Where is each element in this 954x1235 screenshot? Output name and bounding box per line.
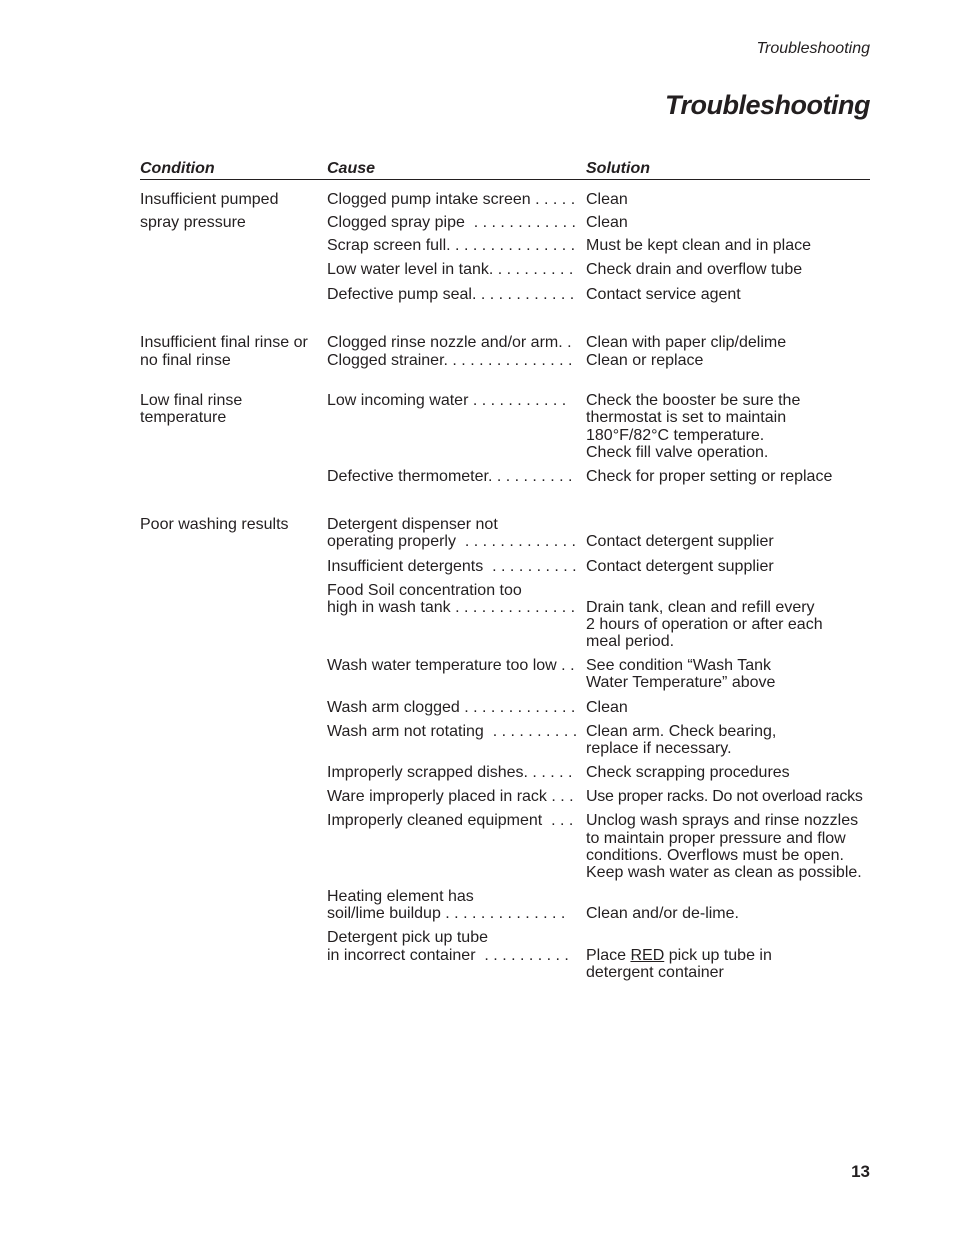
- solution-line: Clean with paper clip/delime: [586, 334, 787, 351]
- solution-line: Contact service agent: [586, 286, 741, 303]
- cause-line: Improperly cleaned equipment . . .: [327, 812, 574, 829]
- cause-line: Low water level in tank. . . . . . . . . .: [327, 261, 574, 278]
- solution-line: Check drain and overflow tube: [586, 261, 803, 278]
- column-header-solution: Solution: [586, 160, 650, 177]
- solution-line: Clean and/or de-lime.: [586, 905, 739, 922]
- cause-line: Insufficient detergents . . . . . . . . . .: [327, 558, 577, 575]
- cause-line: Detergent pick up tube: [327, 929, 488, 946]
- solution-line: Check scrapping procedures: [586, 764, 790, 781]
- column-header-condition: Condition: [140, 160, 215, 177]
- cause-line: Heating element has: [327, 888, 474, 905]
- cause-line: Low incoming water . . . . . . . . . . .: [327, 392, 567, 409]
- solution-line: meal period.: [586, 633, 675, 650]
- solution-line: Unclog wash sprays and rinse nozzles: [586, 812, 859, 829]
- condition-poor-washing: Poor washing results: [140, 516, 289, 533]
- solution-line: Clean: [586, 699, 628, 716]
- condition-pumped-pressure-line-1: Insufficient pumped: [140, 191, 279, 208]
- cause-line: Improperly scrapped dishes. . . . . .: [327, 764, 573, 781]
- cause-line: Clogged rinse nozzle and/or arm. .: [327, 334, 572, 351]
- solution-line: Keep wash water as clean as possible.: [586, 864, 862, 881]
- cause-line: Clogged strainer. . . . . . . . . . . . . . .: [327, 352, 573, 369]
- cause-line: Food Soil concentration too: [327, 582, 522, 599]
- column-header-cause: Cause: [327, 160, 376, 177]
- solution-line: Use proper racks. Do not overload racks: [586, 788, 863, 805]
- condition-rinse-temp-line-2: temperature: [140, 409, 227, 426]
- cause-line: Defective pump seal. . . . . . . . . . . .: [327, 286, 575, 303]
- cause-line: operating properly . . . . . . . . . . . . .: [327, 533, 576, 550]
- solution-line: thermostat is set to maintain: [586, 409, 787, 426]
- cause-line: Ware improperly placed in rack . . .: [327, 788, 574, 805]
- condition-rinse-temp-line-1: Low final rinse: [140, 392, 243, 409]
- solution-line: Clean arm. Check bearing,: [586, 723, 777, 740]
- solution-line: Must be kept clean and in place: [586, 237, 812, 254]
- solution-line: Drain tank, clean and refill every: [586, 599, 815, 616]
- solution-line: Contact detergent supplier: [586, 533, 774, 550]
- solution-line: replace if necessary.: [586, 740, 732, 757]
- cause-line: Defective thermometer. . . . . . . . . .: [327, 468, 573, 485]
- solution-red-tube-post: pick up tube in: [664, 947, 772, 964]
- solution-red-tube-pre: Place: [586, 947, 631, 964]
- solution-line: to maintain proper pressure and flow: [586, 830, 846, 847]
- solution-line: Contact detergent supplier: [586, 558, 774, 575]
- solution-line: Water Temperature” above: [586, 674, 776, 691]
- cause-line: in incorrect container . . . . . . . . . .: [327, 947, 569, 964]
- solution-line: Clean: [586, 214, 628, 231]
- cause-line: Wash water temperature too low . .: [327, 657, 575, 674]
- cause-line: Wash arm not rotating . . . . . . . . . .: [327, 723, 578, 740]
- header-rule: [140, 179, 870, 180]
- solution-line: Check for proper setting or replace: [586, 468, 833, 485]
- solution-line: Check the booster be sure the: [586, 392, 801, 409]
- condition-pumped-pressure-line-2: spray pressure: [140, 214, 246, 231]
- solution-line: See condition “Wash Tank: [586, 657, 771, 674]
- cause-line: high in wash tank . . . . . . . . . . . . . .: [327, 599, 576, 616]
- page-title: Troubleshooting: [665, 90, 870, 120]
- cause-line: soil/lime buildup . . . . . . . . . . . . . .: [327, 905, 566, 922]
- solution-line: Clean: [586, 191, 628, 208]
- solution-line: Check fill valve operation.: [586, 444, 769, 461]
- page-number: 13: [851, 1162, 870, 1181]
- cause-line: Clogged spray pipe . . . . . . . . . . . .: [327, 214, 576, 231]
- condition-final-rinse-line-2: no final rinse: [140, 352, 231, 369]
- cause-line: Wash arm clogged . . . . . . . . . . . . .: [327, 699, 576, 716]
- condition-final-rinse-line-1: Insufficient final rinse or: [140, 334, 308, 351]
- solution-red-tube-line-1: [586, 947, 772, 965]
- solution-line: 180°F/82°C temperature.: [586, 427, 765, 444]
- red-emphasis: RED: [630, 947, 665, 964]
- cause-line: Scrap screen full. . . . . . . . . . . . . . .: [327, 237, 576, 254]
- solution-line: conditions. Overflows must be open.: [586, 847, 844, 864]
- solution-red-tube-line-2: detergent container: [586, 964, 724, 981]
- running-header: Troubleshooting: [756, 40, 870, 57]
- cause-line: Clogged pump intake screen . . . . .: [327, 191, 576, 208]
- solution-line: 2 hours of operation or after each: [586, 616, 823, 633]
- cause-line: Detergent dispenser not: [327, 516, 498, 533]
- solution-line: Clean or replace: [586, 352, 704, 369]
